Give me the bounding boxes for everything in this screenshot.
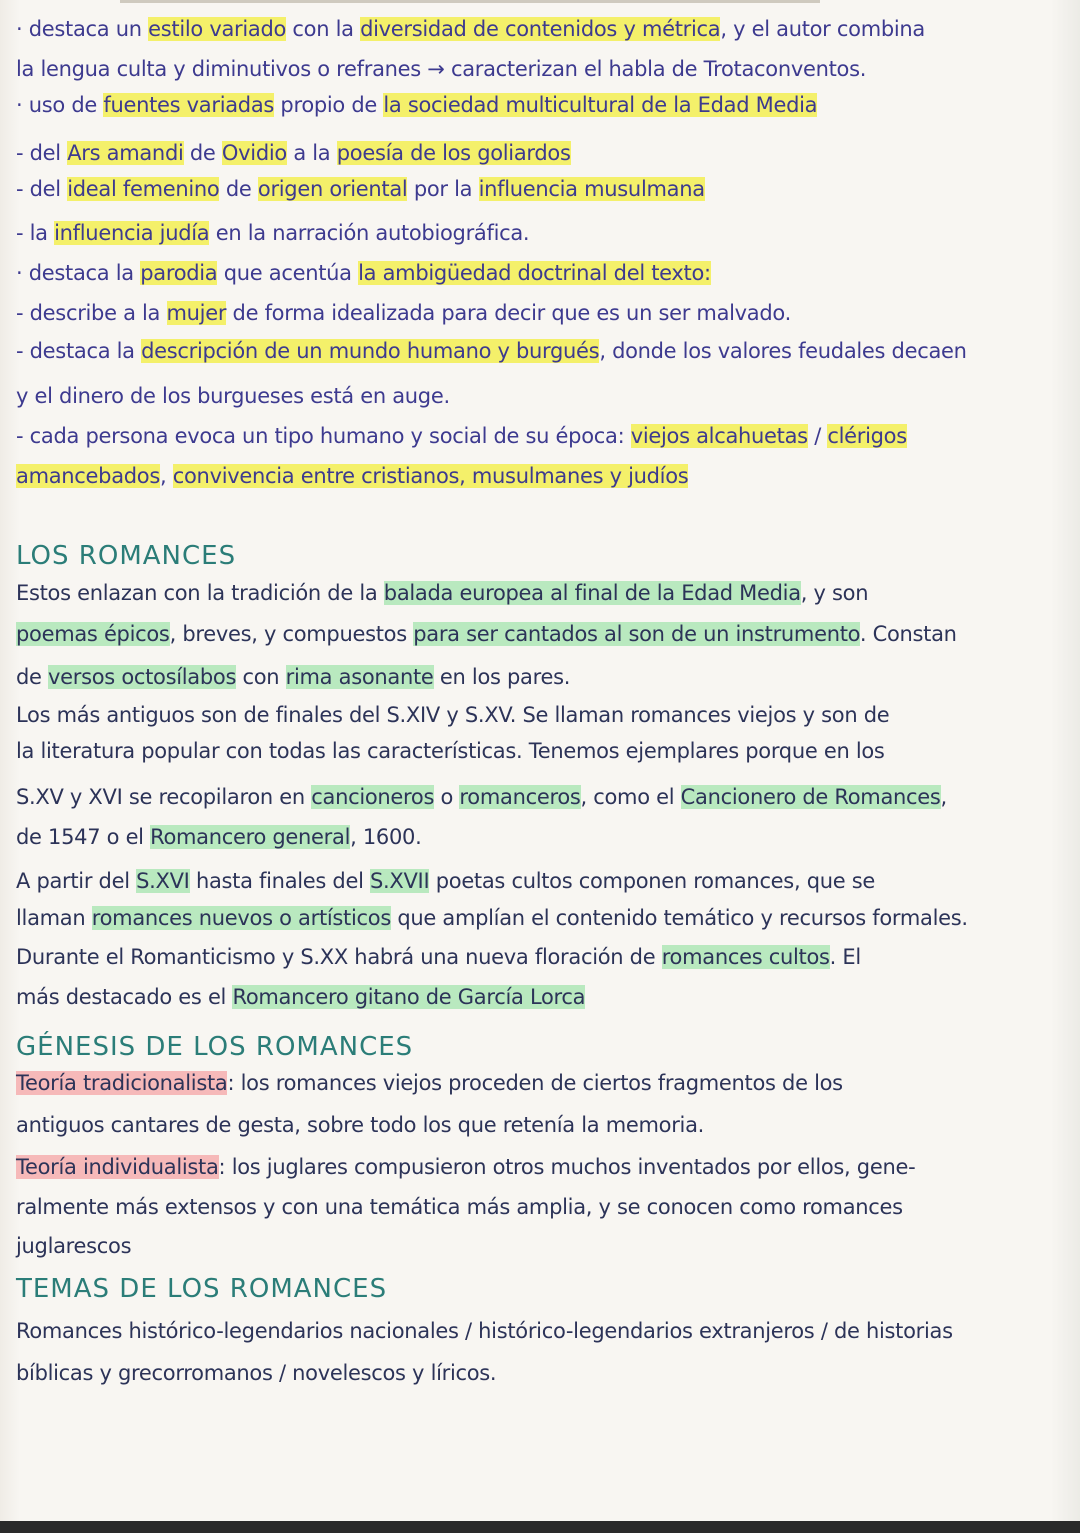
note-line	[16, 1192, 903, 1222]
note-line	[16, 461, 688, 491]
text-segment: - del	[16, 141, 68, 165]
text-segment: bíblicas y grecorromanos / novelescos y líricos.	[16, 1361, 497, 1385]
highlighted-text: romances cultos	[661, 945, 830, 969]
note-line	[16, 258, 711, 288]
section-heading	[16, 1032, 413, 1062]
note-line	[16, 1110, 704, 1140]
text-segment: y el dinero de los burgueses está en auge.	[16, 384, 450, 408]
highlighted-text: Romancero gitano de García Lorca	[232, 985, 586, 1009]
text-segment: la literatura popular con todas las características. Tenemos ejemplares porque en los	[16, 739, 885, 763]
note-line	[16, 174, 705, 204]
highlighted-text: parodia	[140, 261, 218, 285]
text-segment: , breves, y compuestos	[169, 622, 414, 646]
text-segment: más destacado es el	[16, 985, 233, 1009]
highlighted-text: amancebados	[16, 464, 160, 488]
section-heading	[16, 541, 236, 571]
text-segment: que acentúa	[217, 261, 359, 285]
text-segment: TEMAS DE LOS ROMANCES	[16, 1274, 388, 1304]
text-segment: de	[183, 141, 222, 165]
section-heading	[16, 1274, 387, 1304]
highlighted-text: fuentes variadas	[103, 93, 275, 117]
text-segment: Estos enlazan con la tradición de la	[16, 581, 384, 605]
text-segment: con la	[286, 17, 361, 41]
highlighted-text: Ars amandi	[67, 141, 184, 165]
text-segment: S.XV y XVI se recopilaron en	[16, 785, 312, 809]
highlighted-text: poesía de los goliardos	[336, 141, 571, 165]
highlighted-text: ideal femenino	[67, 177, 220, 201]
page-edge-line	[120, 0, 820, 3]
text-segment: o	[434, 785, 460, 809]
text-segment: A partir del	[16, 869, 137, 893]
text-segment: . Constan	[859, 622, 957, 646]
text-segment: juglarescos	[16, 1234, 132, 1258]
text-segment: ralmente más extensos y con una temática más amplia, y se conocen como romances	[16, 1195, 903, 1219]
note-line	[16, 90, 817, 120]
note-line	[16, 1231, 131, 1261]
note-line	[16, 619, 957, 649]
note-line	[16, 1152, 915, 1182]
text-segment: con	[236, 665, 286, 689]
note-line	[16, 218, 529, 248]
text-segment: antiguos cantares de gesta, sobre todo los que retenía la memoria.	[16, 1113, 705, 1137]
highlighted-text: poemas épicos	[16, 622, 170, 646]
note-line	[16, 866, 875, 896]
text-segment: Los más antiguos son de finales del S.XIV y S.XV. Se llaman romances viejos y son de	[16, 703, 890, 727]
note-line	[16, 14, 925, 44]
highlighted-text: S.XVI	[136, 869, 190, 893]
text-segment: · destaca un	[16, 17, 149, 41]
highlighted-text: balada europea al final de la Edad Media	[383, 581, 801, 605]
text-segment: , y el autor combina	[720, 17, 925, 41]
text-segment: hasta finales del	[189, 869, 370, 893]
note-line	[16, 421, 907, 451]
note-line	[16, 903, 968, 933]
text-segment: , 1600.	[350, 825, 422, 849]
note-line	[16, 1316, 953, 1346]
text-segment: de 1547 o el	[16, 825, 151, 849]
note-line	[16, 942, 861, 972]
highlighted-text: romances nuevos o artísticos	[91, 906, 391, 930]
highlighted-text: S.XVII	[370, 869, 430, 893]
note-line	[16, 336, 967, 366]
text-segment: Romances histórico-legendarios nacionales / histórico-legendarios extranjeros / de historias	[16, 1319, 953, 1343]
highlighted-text: convivencia entre cristianos, musulmanes y judíos	[172, 464, 689, 488]
text-segment: - cada persona evoca un tipo humano y social de su época:	[16, 424, 631, 448]
text-segment: ,	[160, 464, 173, 488]
highlighted-text: influencia judía	[54, 221, 210, 245]
text-segment: , donde los valores feudales decaen	[599, 339, 967, 363]
highlighted-text: Romancero general	[150, 825, 351, 849]
text-segment: llaman	[16, 906, 92, 930]
highlighted-text: Ovidio	[221, 141, 287, 165]
text-segment: la lengua culta y diminutivos o refranes → caracterizan el habla de Trotaconventos.	[16, 57, 867, 81]
note-line	[16, 138, 571, 168]
text-segment: poetas cultos componen romances, que se	[429, 869, 875, 893]
highlighted-text: descripción de un mundo humano y burgués	[141, 339, 600, 363]
note-line	[16, 1358, 496, 1388]
note-line	[16, 782, 947, 812]
text-segment: propio de	[274, 93, 384, 117]
text-segment: - la	[16, 221, 55, 245]
note-line	[16, 662, 570, 692]
text-segment: : los juglares compusieron otros muchos inventados por ellos, gene-	[218, 1155, 916, 1179]
text-segment: LOS ROMANCES	[16, 541, 237, 571]
page-bottom-edge	[0, 1521, 1080, 1533]
text-segment: - describe a la	[16, 301, 167, 325]
text-segment: GÉNESIS DE LOS ROMANCES	[16, 1032, 414, 1062]
text-segment: , como el	[580, 785, 681, 809]
highlighted-text: diversidad de contenidos y métrica	[360, 17, 721, 41]
text-segment: - destaca la	[16, 339, 142, 363]
note-line	[16, 298, 791, 328]
highlighted-text: la ambigüedad doctrinal del texto:	[358, 261, 711, 285]
note-line	[16, 381, 450, 411]
highlighted-text: para ser cantados al son de un instrumento	[413, 622, 860, 646]
text-segment: - del	[16, 177, 68, 201]
highlighted-text: Teoría individualista	[16, 1155, 219, 1179]
note-line	[16, 700, 889, 730]
highlighted-text: origen oriental	[257, 177, 408, 201]
text-segment: . El	[829, 945, 861, 969]
text-segment: de	[219, 177, 258, 201]
note-line	[16, 578, 868, 608]
text-segment: : los romances viejos proceden de ciertos fragmentos de los	[227, 1071, 843, 1095]
text-segment: en los pares.	[433, 665, 571, 689]
highlighted-text: Teoría tradicionalista	[16, 1071, 228, 1095]
note-line	[16, 822, 422, 852]
text-segment: que amplían el contenido temático y recursos formales.	[390, 906, 968, 930]
highlighted-text: viejos alcahuetas	[630, 424, 808, 448]
text-segment: /	[807, 424, 828, 448]
text-segment: , y son	[800, 581, 869, 605]
text-segment: por la	[407, 177, 479, 201]
highlighted-text: versos octosílabos	[48, 665, 237, 689]
note-line	[16, 982, 585, 1012]
highlighted-text: rima asonante	[285, 665, 434, 689]
text-segment: · uso de	[16, 93, 104, 117]
highlighted-text: mujer	[166, 301, 227, 325]
highlighted-text: estilo variado	[148, 17, 287, 41]
note-line	[16, 736, 885, 766]
highlighted-text: cancioneros	[311, 785, 435, 809]
highlighted-text: clérigos	[827, 424, 907, 448]
text-segment: a la	[286, 141, 337, 165]
text-segment: Durante el Romanticismo y S.XX habrá una nueva floración de	[16, 945, 662, 969]
text-segment: de	[16, 665, 49, 689]
highlighted-text: romanceros	[459, 785, 581, 809]
text-segment: en la narración autobiográfica.	[209, 221, 530, 245]
highlighted-text: Cancionero de Romances	[680, 785, 941, 809]
text-segment: · destaca la	[16, 261, 141, 285]
note-line	[16, 54, 866, 84]
text-segment: de forma idealizada para decir que es un ser malvado.	[226, 301, 791, 325]
highlighted-text: influencia musulmana	[478, 177, 705, 201]
text-segment: ,	[940, 785, 947, 809]
note-line	[16, 1068, 843, 1098]
highlighted-text: la sociedad multicultural de la Edad Media	[383, 93, 818, 117]
